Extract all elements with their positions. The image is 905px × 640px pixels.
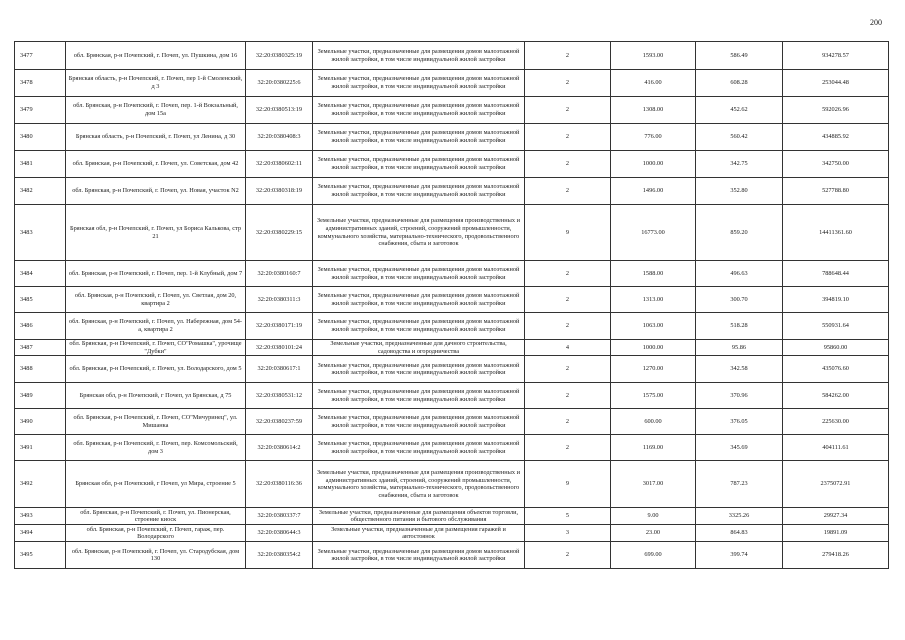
area-cell: 1593.00	[611, 42, 696, 70]
specific-value-cell: 345.69	[696, 435, 783, 461]
cadastral-value-cell: 550931.64	[783, 313, 889, 340]
cadastral-number-cell: 32:20:0380311:3	[246, 287, 313, 313]
cadastral-number-cell: 32:20:0380614:2	[246, 435, 313, 461]
specific-value-cell: 859.20	[696, 205, 783, 261]
cadastral-number-cell: 32:20:0380337:7	[246, 508, 313, 525]
land-use-cell: Земельные участки, предназначенные для размещения домов малоэтажной жилой застройки, в том числе индивидуальной жилой застройки	[313, 409, 525, 435]
cadastral-value-cell: 584262.00	[783, 383, 889, 409]
table-row	[15, 508, 889, 525]
specific-value-cell: 300.70	[696, 287, 783, 313]
category-cell: 2	[525, 151, 611, 178]
area-cell: 3017.00	[611, 461, 696, 508]
table-row	[15, 42, 889, 70]
cadastral-value-cell: 225630.00	[783, 409, 889, 435]
table-body	[15, 42, 889, 569]
area-cell: 600.00	[611, 409, 696, 435]
category-cell: 2	[525, 356, 611, 383]
category-cell: 2	[525, 261, 611, 287]
row-number-cell: 3491	[15, 435, 66, 461]
land-use-cell: Земельные участки, предназначенные для размещения домов малоэтажной жилой застройки, в том числе индивидуальной жилой застройки	[313, 42, 525, 70]
row-number-cell: 3478	[15, 70, 66, 97]
land-use-cell: Земельные участки, предназначенные для дачного строительства, садоводства и огородничества	[313, 340, 525, 356]
table-row	[15, 97, 889, 124]
land-use-cell: Земельные участки, предназначенные для размещения домов малоэтажной жилой застройки, в том числе индивидуальной жилой застройки	[313, 383, 525, 409]
address-cell: обл. Брянская, р-н Почепский, г. Почеп, СО"Ромашка", урочище "Дубки"	[66, 340, 246, 356]
category-cell: 2	[525, 542, 611, 569]
row-number-cell: 3482	[15, 178, 66, 205]
specific-value-cell: 95.86	[696, 340, 783, 356]
cadastral-value-cell: 788648.44	[783, 261, 889, 287]
table-row	[15, 70, 889, 97]
specific-value-cell: 452.62	[696, 97, 783, 124]
address-cell: обл. Брянская, р-н Почепский, г. Почеп, пер. 1-й Клубный, дом 7	[66, 261, 246, 287]
table-row	[15, 151, 889, 178]
area-cell: 1063.00	[611, 313, 696, 340]
specific-value-cell: 370.96	[696, 383, 783, 409]
category-cell: 2	[525, 42, 611, 70]
land-use-cell: Земельные участки, предназначенные для размещения производственных и административных зданий, строений, сооружений промышленности, коммунального хозяйства, материально-технического, продовольственного снабжения, сбыта и заготовок	[313, 205, 525, 261]
row-number-cell: 3488	[15, 356, 66, 383]
land-use-cell: Земельные участки, предназначенные для размещения домов малоэтажной жилой застройки, в том числе индивидуальной жилой застройки	[313, 261, 525, 287]
table-row	[15, 287, 889, 313]
table-row	[15, 461, 889, 508]
address-cell: обл. Брянская, р-н Почепский, г. Почеп, ул. Новая, участок N2	[66, 178, 246, 205]
cadastral-number-cell: 32:20:0380229:15	[246, 205, 313, 261]
category-cell: 2	[525, 383, 611, 409]
table-row	[15, 356, 889, 383]
area-cell: 1588.00	[611, 261, 696, 287]
cadastral-value-cell: 253044.48	[783, 70, 889, 97]
specific-value-cell: 496.63	[696, 261, 783, 287]
cadastral-number-cell: 32:20:0380602:11	[246, 151, 313, 178]
land-use-cell: Земельные участки, предназначенные для размещения домов малоэтажной жилой застройки, в том числе индивидуальной жилой застройки	[313, 151, 525, 178]
area-cell: 23.00	[611, 525, 696, 542]
cadastral-value-cell: 29927.34	[783, 508, 889, 525]
table-row	[15, 409, 889, 435]
row-number-cell: 3485	[15, 287, 66, 313]
cadastral-value-cell: 394819.10	[783, 287, 889, 313]
address-cell: обл. Брянская, р-н Почепский, г. Почеп, пер. 1-й Вокзальный, дом 15а	[66, 97, 246, 124]
specific-value-cell: 376.05	[696, 409, 783, 435]
category-cell: 3	[525, 525, 611, 542]
address-cell: Брянская обл, р-н Почепский, г Почеп, ул Брянская, д 75	[66, 383, 246, 409]
table-row	[15, 383, 889, 409]
specific-value-cell: 586.49	[696, 42, 783, 70]
row-number-cell: 3486	[15, 313, 66, 340]
category-cell: 9	[525, 461, 611, 508]
specific-value-cell: 352.80	[696, 178, 783, 205]
area-cell: 1313.00	[611, 287, 696, 313]
category-cell: 2	[525, 124, 611, 151]
area-cell: 16773.00	[611, 205, 696, 261]
address-cell: обл. Брянская, р-н Почепский, г. Почеп, ул. Пионерская, строение киоск	[66, 508, 246, 525]
area-cell: 1270.00	[611, 356, 696, 383]
cadastral-value-cell: 2375072.91	[783, 461, 889, 508]
category-cell: 2	[525, 409, 611, 435]
area-cell: 699.00	[611, 542, 696, 569]
specific-value-cell: 399.74	[696, 542, 783, 569]
category-cell: 2	[525, 97, 611, 124]
row-number-cell: 3483	[15, 205, 66, 261]
cadastral-number-cell: 32:20:0380237:59	[246, 409, 313, 435]
table-row	[15, 124, 889, 151]
specific-value-cell: 608.28	[696, 70, 783, 97]
row-number-cell: 3487	[15, 340, 66, 356]
cadastral-number-cell: 32:20:0380531:12	[246, 383, 313, 409]
address-cell: обл. Брянская, р-н Почепский, г. Почеп, гараж, пер. Володарского	[66, 525, 246, 542]
address-cell: обл. Брянская, р-н Почепский, г. Почеп, ул. Советская, дом 42	[66, 151, 246, 178]
address-cell: обл. Брянская, р-н Почепский, г. Почеп, ул. Светлая, дом 20, квартира 2	[66, 287, 246, 313]
cadastral-value-cell: 527788.80	[783, 178, 889, 205]
row-number-cell: 3484	[15, 261, 66, 287]
table-row	[15, 525, 889, 542]
table-row	[15, 340, 889, 356]
category-cell: 4	[525, 340, 611, 356]
address-cell: Брянская область, р-н Почепский, г. Почеп, пер 1-й Смоленский, д 3	[66, 70, 246, 97]
row-number-cell: 3495	[15, 542, 66, 569]
row-number-cell: 3492	[15, 461, 66, 508]
area-cell: 416.00	[611, 70, 696, 97]
area-cell: 1000.00	[611, 151, 696, 178]
row-number-cell: 3489	[15, 383, 66, 409]
area-cell: 1000.00	[611, 340, 696, 356]
address-cell: обл. Брянская, р-н Почепский, г. Почеп, ул. Володарского, дом 5	[66, 356, 246, 383]
address-cell: обл. Брянская, р-н Почепский, г. Почеп, СО"Мичуринец", ул. Мишанка	[66, 409, 246, 435]
land-use-cell: Земельные участки, предназначенные для размещения гаражей и автостоянок	[313, 525, 525, 542]
cadastral-value-cell: 435076.60	[783, 356, 889, 383]
row-number-cell: 3479	[15, 97, 66, 124]
specific-value-cell: 3325.26	[696, 508, 783, 525]
land-use-cell: Земельные участки, предназначенные для размещения домов малоэтажной жилой застройки, в том числе индивидуальной жилой застройки	[313, 356, 525, 383]
cadastral-value-cell: 19891.09	[783, 525, 889, 542]
specific-value-cell: 787.23	[696, 461, 783, 508]
table-row	[15, 542, 889, 569]
page-number: 200	[870, 18, 882, 27]
address-cell: Брянская обл, р-н Почепский, г Почеп, ул Мира, строение 5	[66, 461, 246, 508]
cadastral-number-cell: 32:20:0380160:7	[246, 261, 313, 287]
cadastral-value-cell: 434885.92	[783, 124, 889, 151]
row-number-cell: 3480	[15, 124, 66, 151]
table-row	[15, 435, 889, 461]
specific-value-cell: 560.42	[696, 124, 783, 151]
cadastral-number-cell: 32:20:0380318:19	[246, 178, 313, 205]
category-cell: 2	[525, 313, 611, 340]
land-use-cell: Земельные участки, предназначенные для размещения домов малоэтажной жилой застройки, в том числе индивидуальной жилой застройки	[313, 542, 525, 569]
cadastral-registry-table	[14, 41, 889, 569]
cadastral-value-cell: 14411361.60	[783, 205, 889, 261]
row-number-cell: 3481	[15, 151, 66, 178]
area-cell: 776.00	[611, 124, 696, 151]
table-row	[15, 205, 889, 261]
table-row	[15, 261, 889, 287]
cadastral-number-cell: 32:20:0380408:3	[246, 124, 313, 151]
land-use-cell: Земельные участки, предназначенные для размещения объектов торговли, общественного питания и бытового обслуживания	[313, 508, 525, 525]
row-number-cell: 3490	[15, 409, 66, 435]
address-cell: Брянская область, р-н Почепский, г. Почеп, ул Ленина, д 30	[66, 124, 246, 151]
area-cell: 1308.00	[611, 97, 696, 124]
cadastral-value-cell: 934278.57	[783, 42, 889, 70]
land-use-cell: Земельные участки, предназначенные для размещения домов малоэтажной жилой застройки, в том числе индивидуальной жилой застройки	[313, 178, 525, 205]
row-number-cell: 3493	[15, 508, 66, 525]
address-cell: обл. Брянская, р-н Почепский, г. Почеп, ул. Пушкина, дом 16	[66, 42, 246, 70]
specific-value-cell: 342.58	[696, 356, 783, 383]
cadastral-number-cell: 32:20:0380171:19	[246, 313, 313, 340]
address-cell: обл. Брянская, р-н Почепский, г. Почеп, ул. Стародубская, дом 130	[66, 542, 246, 569]
category-cell: 9	[525, 205, 611, 261]
cadastral-number-cell: 32:20:0380101:24	[246, 340, 313, 356]
specific-value-cell: 864.83	[696, 525, 783, 542]
land-use-cell: Земельные участки, предназначенные для размещения домов малоэтажной жилой застройки, в том числе индивидуальной жилой застройки	[313, 287, 525, 313]
cadastral-number-cell: 32:20:0380325:19	[246, 42, 313, 70]
table-row	[15, 313, 889, 340]
area-cell: 1575.00	[611, 383, 696, 409]
cadastral-number-cell: 32:20:0380354:2	[246, 542, 313, 569]
specific-value-cell: 342.75	[696, 151, 783, 178]
land-use-cell: Земельные участки, предназначенные для размещения домов малоэтажной жилой застройки, в том числе индивидуальной жилой застройки	[313, 70, 525, 97]
category-cell: 2	[525, 70, 611, 97]
row-number-cell: 3494	[15, 525, 66, 542]
land-use-cell: Земельные участки, предназначенные для размещения производственных и административных зданий, строений, сооружений промышленности, коммунального хозяйства, материально-технического, продовольственного снабжения, сбыта и заготовок	[313, 461, 525, 508]
cadastral-value-cell: 342750.00	[783, 151, 889, 178]
cadastral-number-cell: 32:20:0380116:36	[246, 461, 313, 508]
cadastral-number-cell: 32:20:0380617:1	[246, 356, 313, 383]
address-cell: обл. Брянская, р-н Почепский, г. Почеп, пер. Комсомольский, дом 3	[66, 435, 246, 461]
category-cell: 2	[525, 178, 611, 205]
specific-value-cell: 518.28	[696, 313, 783, 340]
cadastral-value-cell: 279418.26	[783, 542, 889, 569]
address-cell: Брянская обл, р-н Почепский, г. Почеп, ул Бориса Калькова, стр 21	[66, 205, 246, 261]
area-cell: 9.00	[611, 508, 696, 525]
cadastral-value-cell: 95860.00	[783, 340, 889, 356]
cadastral-value-cell: 592026.96	[783, 97, 889, 124]
cadastral-number-cell: 32:20:0380225:6	[246, 70, 313, 97]
table-row	[15, 178, 889, 205]
cadastral-number-cell: 32:20:0380513:19	[246, 97, 313, 124]
area-cell: 1169.00	[611, 435, 696, 461]
address-cell: обл. Брянская, р-н Почепский, г. Почеп, ул. Набережная, дом 54-а, квартира 2	[66, 313, 246, 340]
land-use-cell: Земельные участки, предназначенные для размещения домов малоэтажной жилой застройки, в том числе индивидуальной жилой застройки	[313, 97, 525, 124]
cadastral-value-cell: 404111.61	[783, 435, 889, 461]
cadastral-number-cell: 32:20:0380644:3	[246, 525, 313, 542]
land-use-cell: Земельные участки, предназначенные для размещения домов малоэтажной жилой застройки, в том числе индивидуальной жилой застройки	[313, 435, 525, 461]
category-cell: 2	[525, 287, 611, 313]
land-use-cell: Земельные участки, предназначенные для размещения домов малоэтажной жилой застройки, в том числе индивидуальной жилой застройки	[313, 313, 525, 340]
category-cell: 2	[525, 435, 611, 461]
land-use-cell: Земельные участки, предназначенные для размещения домов малоэтажной жилой застройки, в том числе индивидуальной жилой застройки	[313, 124, 525, 151]
row-number-cell: 3477	[15, 42, 66, 70]
category-cell: 5	[525, 508, 611, 525]
area-cell: 1496.00	[611, 178, 696, 205]
